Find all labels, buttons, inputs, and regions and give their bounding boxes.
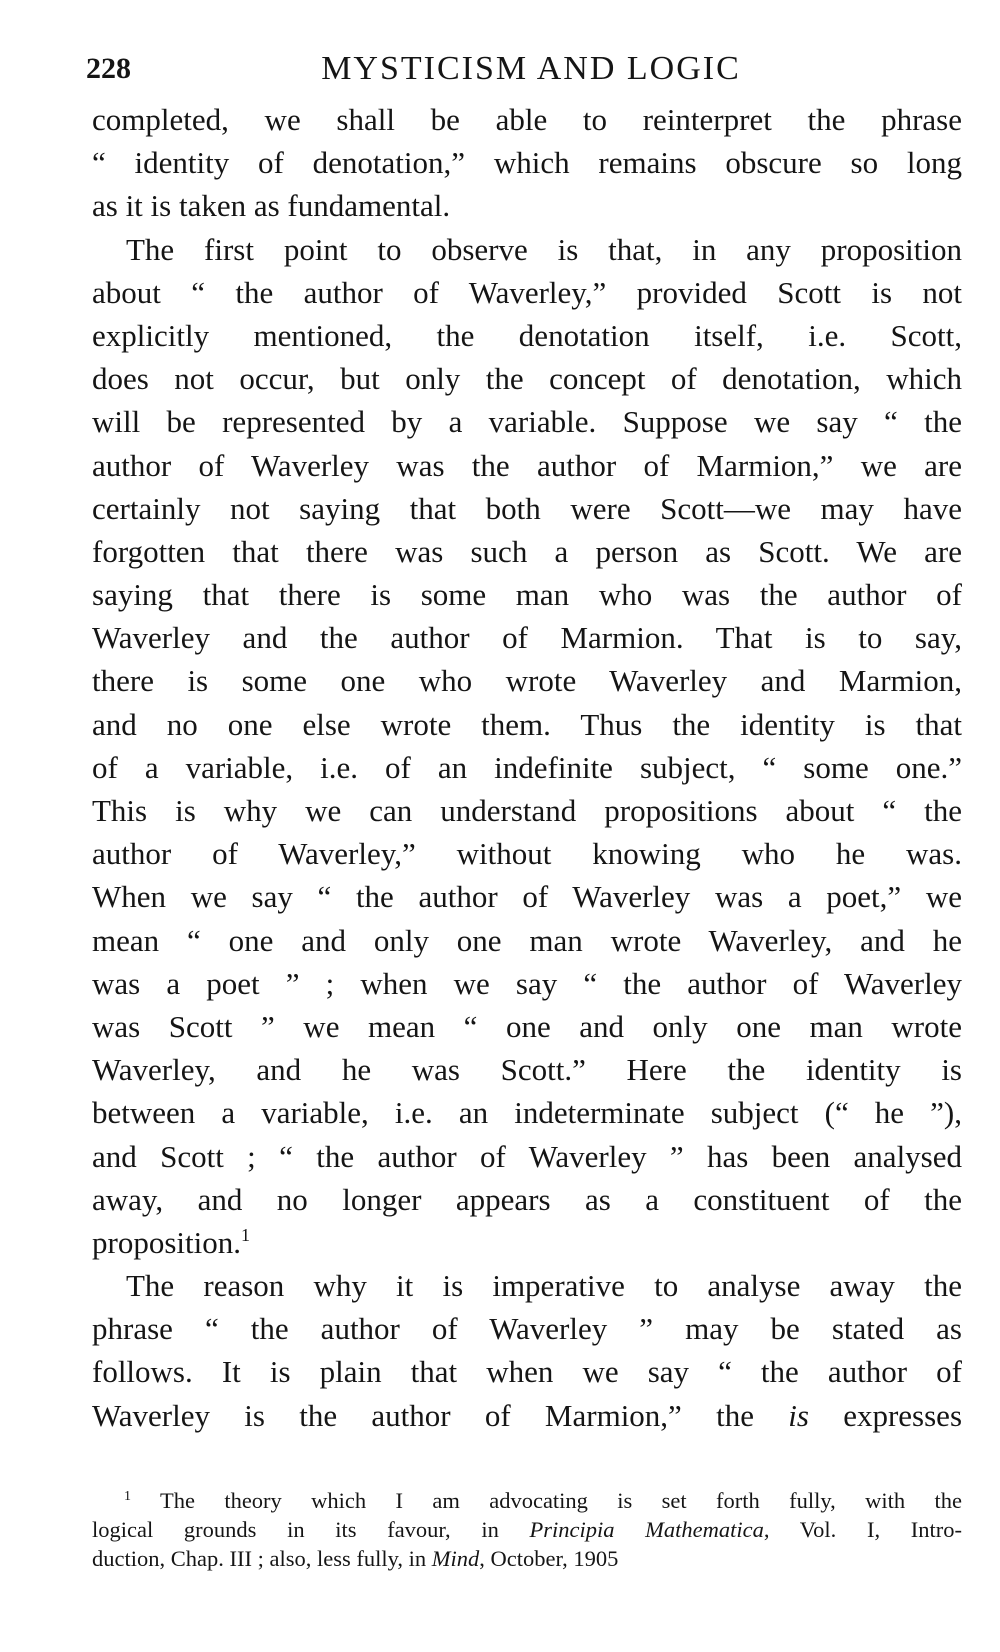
text-line: saying that there is some man who was the author of xyxy=(92,577,962,613)
text-line: When we say “ the author of Waverley was a poet,” we xyxy=(92,879,962,915)
text-line: follows. It is plain that when we say “ the author of xyxy=(92,1354,962,1390)
text-line: Waverley and the author of Marmion. That is to say, xyxy=(92,620,962,656)
text-line: about “ the author of Waverley,” provided Scott is not xyxy=(92,274,962,310)
text-line: was a poet ” ; when we say “ the author of Waverley xyxy=(92,965,962,1001)
text-line: completed, we shall be able to reinterpret the phrase xyxy=(92,102,962,137)
text-line: and no one else wrote them. Thus the identity is that xyxy=(92,706,962,742)
text-line: “ identity of denotation,” which remains obscure so long xyxy=(92,145,962,181)
text-line: Waverley, and he was Scott.” Here the identity is xyxy=(92,1052,962,1088)
work-title-mind: Mind xyxy=(431,1546,480,1571)
text-line: of a variable, i.e. of an indefinite subject, “ some one.” xyxy=(92,749,962,785)
text-line-start: Waverley is the author of Marmion,” the xyxy=(92,1397,789,1433)
work-title-principia: Principia Mathematica xyxy=(529,1517,764,1542)
text-line: certainly not saying that both were Scott—we may have xyxy=(92,490,962,526)
text-line-content: proposition. xyxy=(92,1224,241,1260)
running-head xyxy=(86,44,976,94)
footnote-line xyxy=(92,1544,962,1573)
text-line: will be represented by a variable. Suppose we say “ the xyxy=(92,404,962,440)
body-text xyxy=(92,98,962,1437)
text-line: author of Waverley,” without knowing who he was. xyxy=(92,836,962,872)
paragraph-reason xyxy=(92,1264,962,1437)
text-line: The first point to observe is that, in any proposition xyxy=(126,231,962,267)
footnote-text: , Vol. I, Intro- xyxy=(763,1517,962,1542)
text-line: forgotten that there was such a person as Scott. We are xyxy=(92,533,962,569)
text-line: away, and no longer appears as a constituent of the xyxy=(92,1181,962,1217)
footnote-text: logical grounds in its favour, in xyxy=(92,1517,530,1542)
text-line: This is why we can understand propositions about “ the xyxy=(92,793,962,828)
footnote xyxy=(92,1486,962,1573)
text-line: phrase “ the author of Waverley ” may be stated as xyxy=(92,1311,962,1347)
text-line xyxy=(92,1394,962,1437)
text-line xyxy=(92,1221,962,1264)
footnote-reference[interactable]: 1 xyxy=(240,1224,250,1245)
paragraph-first-point xyxy=(92,228,962,1265)
paragraph-continuation xyxy=(92,98,962,228)
footnote-line xyxy=(92,1515,962,1544)
text-line: author of Waverley was the author of Marmion,” we are xyxy=(92,447,962,483)
footnote-line xyxy=(92,1486,962,1515)
footnote-marker: 1 xyxy=(124,1489,131,1504)
text-line-end: expresses xyxy=(808,1397,963,1433)
text-line: was Scott ” we mean “ one and only one man wrote xyxy=(92,1008,962,1044)
text-line: does not occur, but only the concept of denotation, which xyxy=(92,361,962,397)
italic-is: is xyxy=(788,1397,809,1433)
text-line: as it is taken as fundamental. xyxy=(92,188,451,224)
footnote-text: , October, 1905 xyxy=(479,1546,619,1571)
text-line: The reason why it is imperative to analyse away the xyxy=(126,1268,962,1304)
text-line: explicitly mentioned, the denotation itself, i.e. Scott, xyxy=(92,317,962,353)
text-line: between a variable, i.e. an indeterminate subject (“ he ”), xyxy=(92,1095,962,1131)
running-title: MYSTICISM AND LOGIC xyxy=(321,50,741,87)
footnote-text: The theory which I am advocating is set forth fully, with the xyxy=(159,1488,963,1513)
text-line: mean “ one and only one man wrote Waverley, and he xyxy=(92,922,962,958)
footnote-text: duction, Chap. III ; also, less fully, in xyxy=(92,1546,432,1571)
text-line: and Scott ; “ the author of Waverley ” has been analysed xyxy=(92,1138,962,1174)
text-line: there is some one who wrote Waverley and Marmion, xyxy=(92,663,962,699)
page-number: 228 xyxy=(86,52,131,85)
